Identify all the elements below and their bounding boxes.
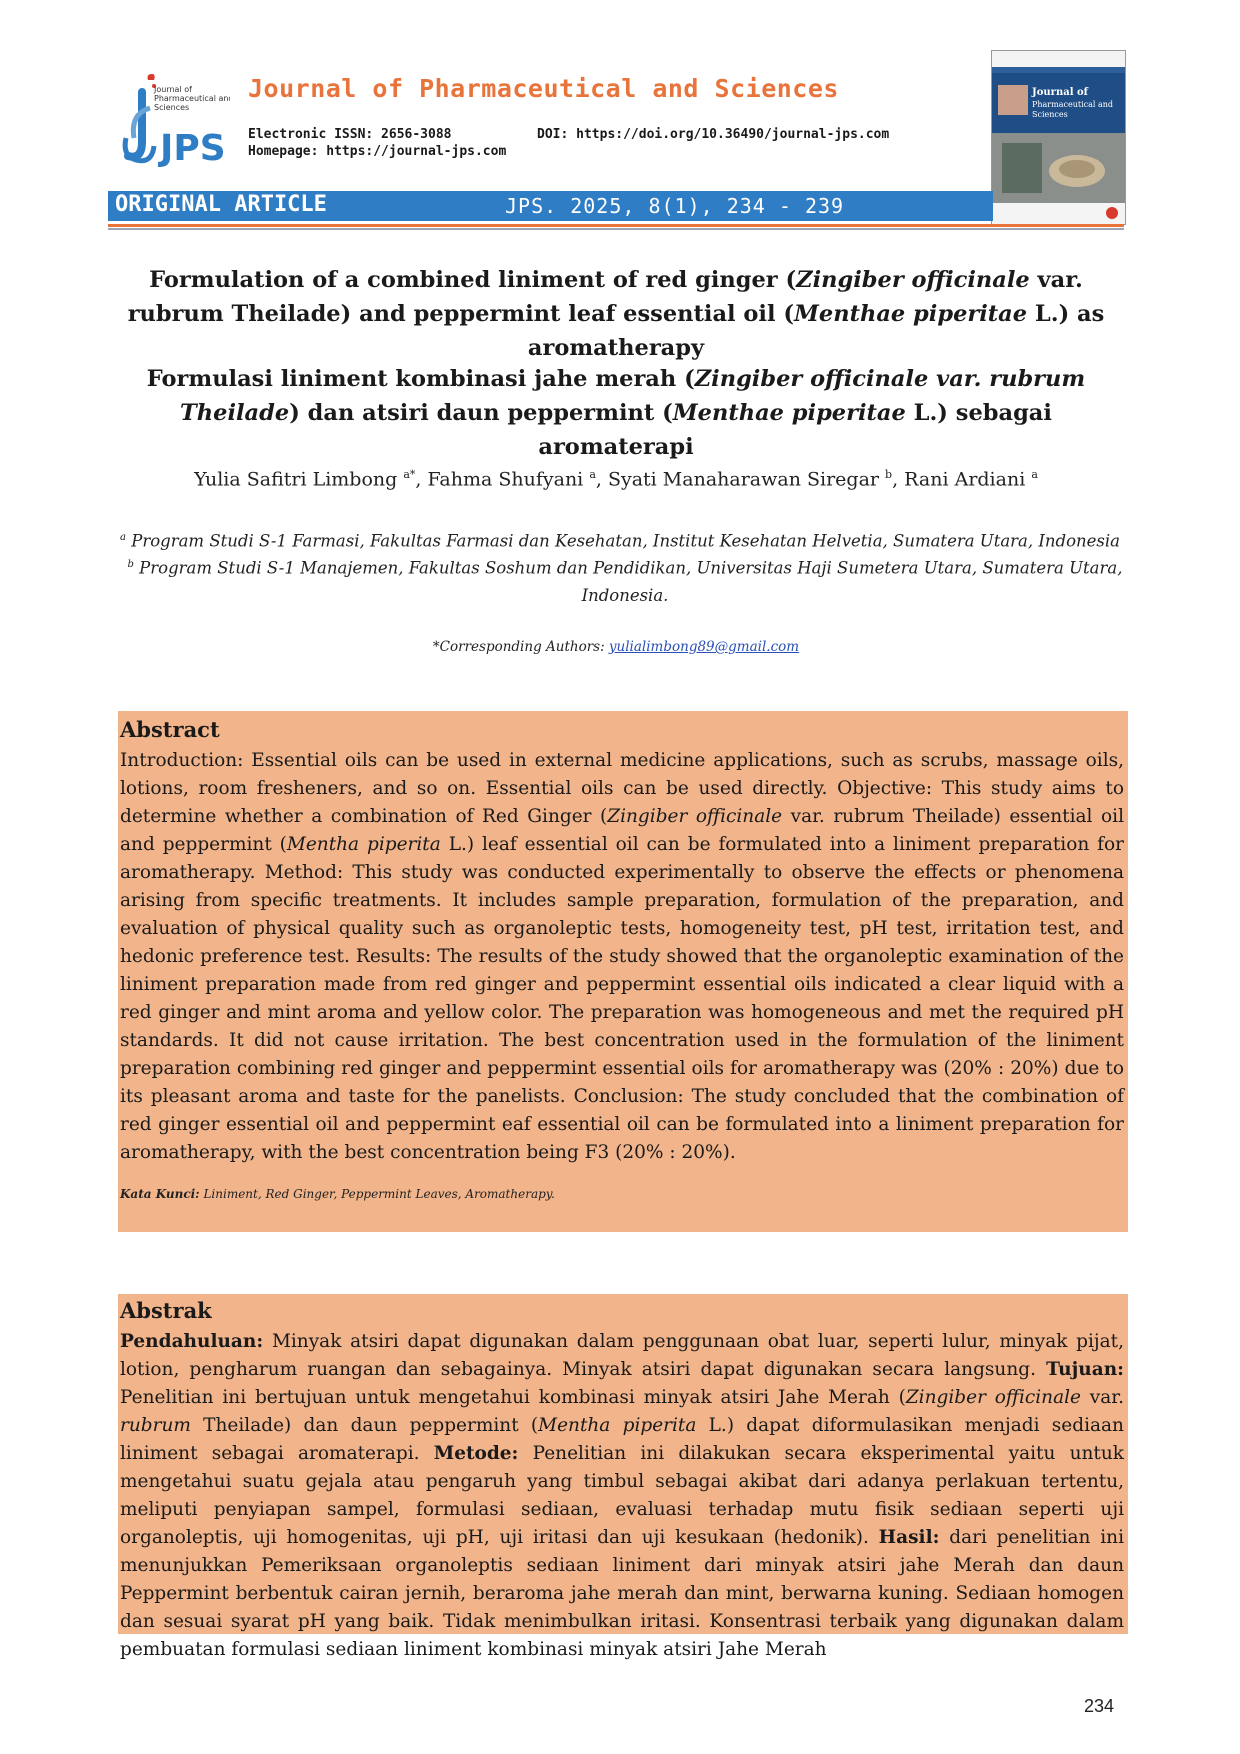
keywords: Kata Kunci: Liniment, Red Ginger, Peppermint Leaves, Aromatherapy. — [120, 1187, 555, 1201]
header-rule-secondary — [108, 228, 1124, 230]
homepage-link[interactable]: Homepage: https://journal-jps.com — [248, 144, 507, 159]
doi-link[interactable]: DOI: https://doi.org/10.36490/journal-jps.com — [537, 127, 890, 142]
author-list: Yulia Safitri Limbong $^{a*}$, Fahma Shufyani $^a$, Syati Manaharawan Siregar $^b$, Rani Ardiani $^a$ — [194, 468, 1038, 491]
page-number: 234 — [1084, 1696, 1115, 1716]
svg-text:Journal of: Journal of — [154, 85, 192, 94]
article-type: ORIGINAL ARTICLE — [115, 192, 327, 217]
title-english: Formulation of a combined liniment of red ginger (Zingiber officinale var. rubrum Theilade) and peppermint leaf essential oil (Menthae piperitae L.) as aromatherapy — [127, 267, 1105, 361]
abstrak-section — [118, 1294, 1128, 1660]
affiliation-a: $^a$ Program Studi S-1 Farmasi, Fakultas Farmasi dan Kesehatan, Institut Kesehatan Helvetia, Sumatera Utara, Indonesia — [120, 531, 1121, 551]
abstract-heading: Abstract — [120, 717, 220, 742]
abstrak-body: Pendahuluan: Minyak atsiri dapat digunakan dalam penggunaan obat luar, seperti lulur, minyak pijat, lotion, pengharum ruangan dan sebagainya. Minyak atsiri dapat digunakan secara langsung. Tujuan: Penelitian ini bertujuan untuk mengetahui kombinasi minyak atsiri Jahe Merah (Zingiber officinale var. rubrum Theilade) dan daun peppermint (Mentha piperita L.) dapat diformulasikan menjadi sediaan liniment sebagai aromaterapi. Metode: Penelitian ini dilakukan secara eksperimental yaitu untuk mengetahui suatu gejala atau pengaruh yang timbul sebagai akibat dari adanya perlakuan tertentu, meliputi penyiapan sampel, formulasi sediaan, evaluasi terhadap mutu fisik sediaan seperti uji organoleptis, uji homogenitas, uji pH, uji iritasi dan uji kesukaan (hedonik). Hasil: dari penelitian ini menunjukkan Pemeriksaan organoleptis sediaan liniment dari minyak atsiri jahe Merah dan daun Peppermint berbentuk cairan jernih, beraroma jahe merah dan mint, berwarna kuning. Sediaan homogen dan sesuai syarat pH yang baik. Tidak menimbulkan iritasi. Konsentrasi terbaik yang digunakan dalam pembuatan formulasi sediaan liniment kombinasi minyak atsiri Jahe Merah — [120, 1331, 1124, 1660]
author-name: Rani Ardiani — [904, 468, 1026, 491]
issn: Electronic ISSN: 2656-3088 — [248, 127, 452, 142]
header-rule — [108, 224, 1124, 227]
affiliation-b: $^b$ Program Studi S-1 Manajemen, Fakultas Soshum dan Pendidikan, Universitas Haji Sumetera Utara, Sumatera Utara, Indonesia. — [127, 558, 1123, 605]
svg-text:Pharmaceutical and: Pharmaceutical and — [1032, 100, 1114, 109]
logo-mark: JPS — [160, 128, 226, 169]
journal-logo — [120, 72, 230, 172]
svg-text:Sciences: Sciences — [1032, 110, 1068, 119]
journal-title: Journal of Pharmaceutical and Sciences — [248, 74, 839, 103]
corresponding-author: *Corresponding Authors: yulialimbong89@gmail.com — [432, 639, 800, 655]
author-name: Fahma Shufyani — [427, 468, 584, 491]
svg-text:Journal of: Journal of — [1032, 87, 1088, 98]
article-citation: JPS. 2025, 8(1), 234 - 239 — [505, 194, 845, 218]
journal-cover-image — [991, 50, 1126, 225]
abstract-section — [118, 711, 1128, 1232]
corresponding-email-link[interactable]: yulialimbong89@gmail.com — [608, 639, 800, 655]
author-name: Yulia Safitri Limbong — [194, 468, 398, 491]
svg-text:Sciences: Sciences — [154, 103, 190, 112]
author-name: Syati Manaharawan Siregar — [607, 468, 879, 491]
title-indonesian: Formulasi liniment kombinasi jahe merah (Zingiber officinale var. rubrum Theilade) dan atsiri daun peppermint (Menthae piperitae L.) sebagai aromaterapi — [146, 366, 1086, 460]
abstract-body: Introduction: Essential oils can be used in external medicine applications, such as scrubs, massage oils, lotions, room fresheners, and so on. Essential oils can be used directly. Objective: This study aims to determine whether a combination of Red Ginger (Zingiber officinale var. rubrum Theilade) essential oil and peppermint (Mentha piperita L.) leaf essential oil can be formulated into a liniment preparation for aromatherapy. Method: This study was conducted experimentally to observe the effects or phenomena arising from specific treatments. It includes sample preparation, formulation of the preparation, and evaluation of physical quality such as organoleptic tests, homogeneity test, pH test, irritation test, and hedonic preference test. Results: The results of the study showed that the organoleptic examination of the liniment preparation made from red ginger and peppermint essential oils indicated a clear liquid with a red ginger and mint aroma and yellow color. The preparation was homogeneous and met the required pH standards. It did not cause irritation. The best concentration used in the formulation of the liniment preparation combining red ginger and peppermint essential oils for aromatherapy was (20% : 20%) due to its pleasant aroma and taste for the panelists. Conclusion: The study concluded that the combination of red ginger essential oil and peppermint eaf essential oil can be formulated into a liniment preparation for aromatherapy, with the best concentration being F3 (20% : 20%). — [120, 750, 1124, 1163]
abstrak-heading: Abstrak — [120, 1298, 212, 1323]
svg-text:Pharmaceutical and: Pharmaceutical and — [154, 94, 230, 103]
